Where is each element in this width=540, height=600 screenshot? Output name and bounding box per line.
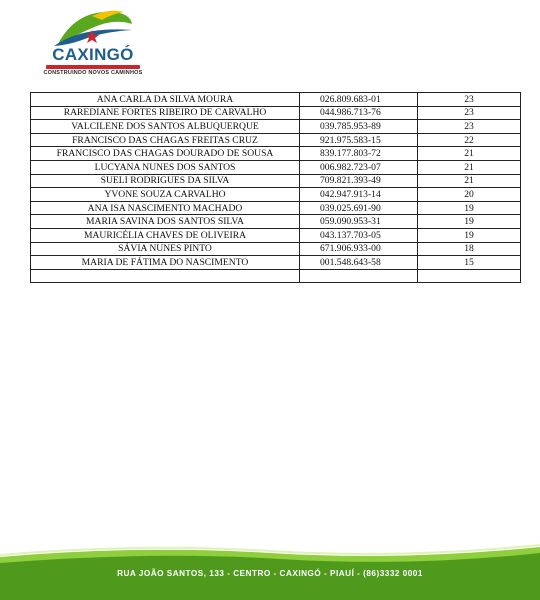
candidate-score-cell: 23 <box>418 106 521 120</box>
candidate-name-cell: RAREDIANE FORTES RIBEIRO DE CARVALHO <box>31 106 300 120</box>
brand-subtitle-strip <box>46 65 140 69</box>
brand-name: CAXINGÓ <box>52 45 134 64</box>
caxingo-logo <box>38 6 148 78</box>
candidate-cpf-cell: 042.947.913-14 <box>300 188 418 202</box>
candidate-score-cell: 21 <box>418 147 521 161</box>
candidate-cpf-cell: 059.090.953-31 <box>300 215 418 229</box>
candidate-cpf-cell: 043.137.703-05 <box>300 228 418 242</box>
table-row <box>31 120 521 134</box>
table-row <box>31 160 521 174</box>
table-row <box>31 256 521 270</box>
table-row <box>31 133 521 147</box>
candidate-cpf-cell: 039.785.953-89 <box>300 120 418 134</box>
candidate-score-cell: 23 <box>418 93 521 107</box>
candidate-score-cell: 22 <box>418 133 521 147</box>
candidate-name-cell: FRANCISCO DAS CHAGAS DOURADO DE SOUSA <box>31 147 300 161</box>
table-row <box>31 188 521 202</box>
candidate-name-cell: MARIA SAVINA DOS SANTOS SILVA <box>31 215 300 229</box>
candidate-name-cell: ANA ISA NASCIMENTO MACHADO <box>31 201 300 215</box>
candidate-cpf-cell: 001.548.643-58 <box>300 256 418 270</box>
footer-address: RUA JOÃO SANTOS, 133 - CENTRO - CAXINGÓ - PIAUÍ - (86)3332 0001 <box>117 569 423 578</box>
table-row <box>31 242 521 256</box>
candidate-name-cell: MARIA DE FÁTIMA DO NASCIMENTO <box>31 256 300 270</box>
candidate-score-cell: 21 <box>418 174 521 188</box>
candidate-cpf-cell: 039.025.691-90 <box>300 201 418 215</box>
candidate-score-cell: 19 <box>418 201 521 215</box>
candidates-table-body <box>31 93 521 283</box>
candidate-name-cell: LUCYANA NUNES DOS SANTOS <box>31 160 300 174</box>
brand-slogan: CONSTRUINDO NOVOS CAMINHOS <box>43 70 143 76</box>
table-row <box>31 147 521 161</box>
candidate-score-cell: 15 <box>418 256 521 270</box>
candidate-name-cell: SUELI RODRIGUES DA SILVA <box>31 174 300 188</box>
candidate-score-cell: 20 <box>418 188 521 202</box>
candidate-score-cell: 23 <box>418 120 521 134</box>
candidate-name-cell: VALCILENE DOS SANTOS ALBUQUERQUE <box>31 120 300 134</box>
table-row <box>31 215 521 229</box>
table-row <box>31 93 521 107</box>
candidate-score-cell: 19 <box>418 228 521 242</box>
candidates-table <box>30 92 521 283</box>
candidate-name-cell: ANA CARLA DA SILVA MOURA <box>31 93 300 107</box>
candidate-cpf-cell: 839.177.803-72 <box>300 147 418 161</box>
candidate-cpf-cell: 921.975.583-15 <box>300 133 418 147</box>
candidate-cpf-cell: 671.906.933-00 <box>300 242 418 256</box>
table-row <box>31 269 521 283</box>
logo-emblem-icon <box>52 6 134 48</box>
candidate-score-cell <box>418 269 521 283</box>
candidate-name-cell <box>31 269 300 283</box>
candidate-score-cell: 21 <box>418 160 521 174</box>
table-row <box>31 174 521 188</box>
candidate-cpf-cell <box>300 269 418 283</box>
candidate-name-cell: SÁVIA NUNES PINTO <box>31 242 300 256</box>
candidate-cpf-cell: 044.986.713-76 <box>300 106 418 120</box>
candidate-name-cell: FRANCISCO DAS CHAGAS FREITAS CRUZ <box>31 133 300 147</box>
candidate-name-cell: YVONE SOUZA CARVALHO <box>31 188 300 202</box>
table-row <box>31 201 521 215</box>
footer <box>0 535 540 600</box>
candidate-cpf-cell: 026.809.683-01 <box>300 93 418 107</box>
candidate-cpf-cell: 006.982.723-07 <box>300 160 418 174</box>
candidate-score-cell: 18 <box>418 242 521 256</box>
candidate-name-cell: MAURICÉLIA CHAVES DE OLIVEIRA <box>31 228 300 242</box>
candidate-cpf-cell: 709.821.393-49 <box>300 174 418 188</box>
footer-wave-graphic <box>0 535 540 600</box>
table-row <box>31 106 521 120</box>
candidate-score-cell: 19 <box>418 215 521 229</box>
table-row <box>31 228 521 242</box>
